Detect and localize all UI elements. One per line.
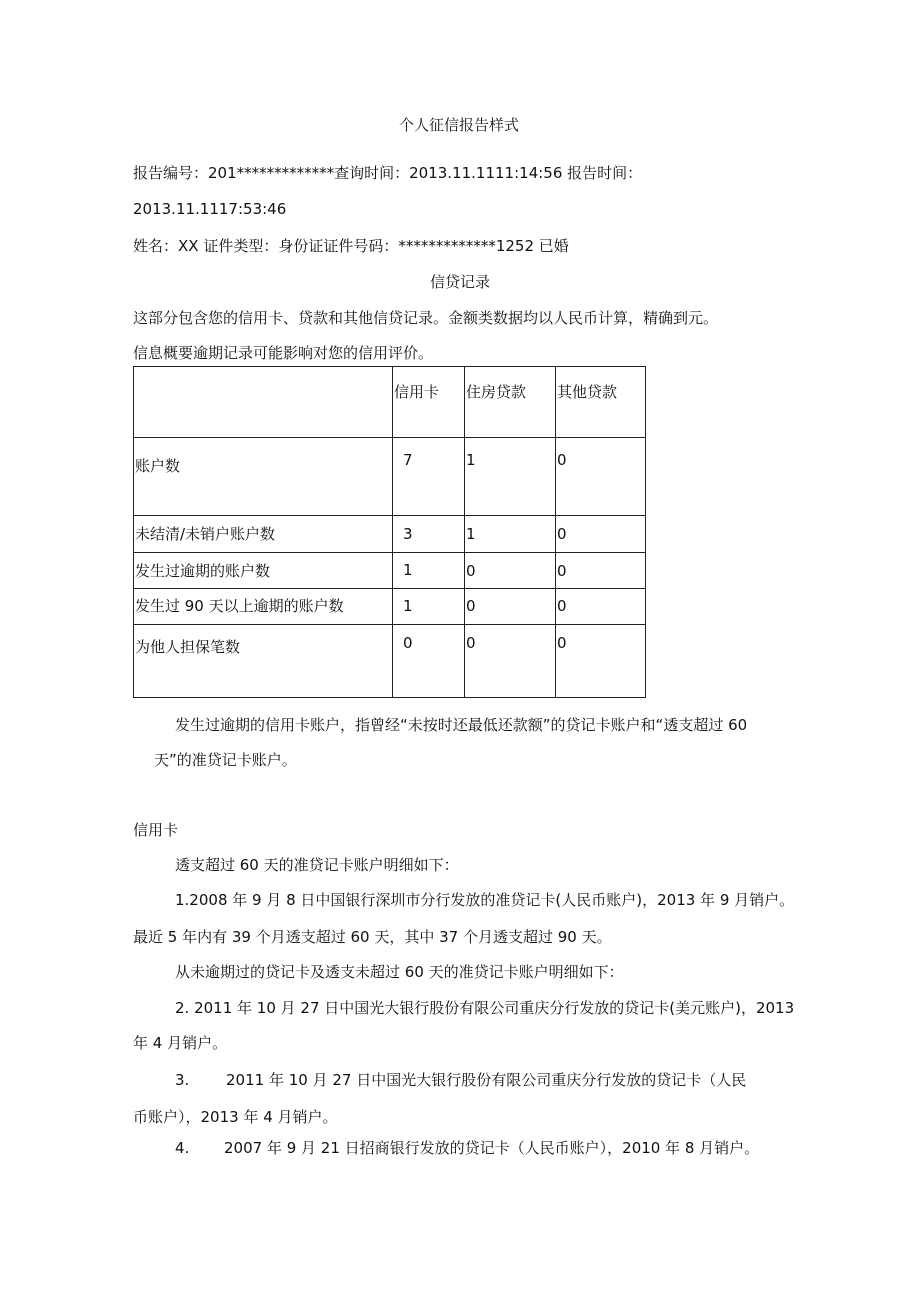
- document-title: 个人征信报告样式: [399, 116, 520, 134]
- table-cell: 1: [393, 589, 465, 625]
- table-cell: 0: [465, 589, 556, 625]
- table-row: [134, 553, 646, 589]
- table-row: [134, 516, 646, 553]
- item-2-line-2: 年 4 月销户。: [133, 1034, 228, 1052]
- overview-text: 信息概要逾期记录可能影响对您的信用评价。: [133, 344, 434, 362]
- table-row: [134, 589, 646, 625]
- item-1-line-2: 最近 5 年内有 39 个月透支超过 60 天，其中 37 个月透支超过 90 天。: [133, 928, 612, 946]
- item-3-number: 3.: [175, 1071, 190, 1089]
- table-header-row: [134, 367, 646, 438]
- normal-heading: 从未逾期过的贷记卡及透支未超过 60 天的准贷记卡账户明细如下：: [175, 963, 624, 981]
- intro-text: 这部分包含您的信用卡、贷款和其他信贷记录。金额类数据均以人民币计算，精确到元。: [133, 309, 719, 327]
- table-cell: 0: [556, 553, 646, 589]
- table-cell: 7: [393, 438, 465, 516]
- item-2-line-1: 2. 2011 年 10 月 27 日中国光大银行股份有限公司重庆分行发放的贷记卡(美元账户)，2013: [175, 999, 795, 1017]
- table-row: [134, 438, 646, 516]
- overdraft-heading: 透支超过 60 天的准贷记卡账户明细如下：: [175, 856, 459, 874]
- table-cell: 0: [556, 516, 646, 553]
- item-1-line-1: 1.2008 年 9 月 8 日中国银行深圳市分行发放的准贷记卡(人民币账户)，2013 年 9 月销户。: [175, 891, 795, 909]
- table-header-cell: 住房贷款: [465, 367, 556, 438]
- table-cell: 0: [556, 438, 646, 516]
- table-cell: 0: [465, 553, 556, 589]
- table-header-cell: [134, 367, 393, 438]
- table-cell: 0: [465, 625, 556, 698]
- table-cell-label: 发生过 90 天以上逾期的账户数: [134, 589, 393, 625]
- report-time-line: 2013.11.1117:53:46: [133, 200, 287, 218]
- report-info-line: 报告编号：201*************查询时间：2013.11.1111:14:56 报告时间：: [133, 164, 643, 182]
- item-4-line-1: 2007 年 9 月 21 日招商银行发放的贷记卡（人民币账户），2010 年 8 月销户。: [224, 1139, 760, 1157]
- table-cell-label: 未结清/未销户账户数: [134, 516, 393, 553]
- table-cell-label: 发生过逾期的账户数: [134, 553, 393, 589]
- note-line-2: 天”的准贷记卡账户。: [154, 751, 297, 769]
- item-3-line-1: 2011 年 10 月 27 日中国光大银行股份有限公司重庆分行发放的贷记卡（人民: [226, 1071, 747, 1089]
- item-3-line-2: 币账户），2013 年 4 月销户。: [133, 1108, 338, 1126]
- table-cell: 0: [393, 625, 465, 698]
- table-cell: 0: [556, 589, 646, 625]
- identity-line: 姓名：XX 证件类型：身份证证件号码：*************1252 已婚: [133, 237, 569, 255]
- table-cell: 1: [465, 516, 556, 553]
- table-cell: 1: [465, 438, 556, 516]
- table-header-cell: 信用卡: [393, 367, 465, 438]
- item-4-number: 4.: [175, 1139, 190, 1157]
- table-cell: 3: [393, 516, 465, 553]
- table-cell: 0: [556, 625, 646, 698]
- table-header-cell: 其他贷款: [556, 367, 646, 438]
- table-cell-label: 为他人担保笔数: [134, 625, 393, 698]
- table-row: [134, 625, 646, 698]
- section-title: 信贷记录: [430, 273, 491, 291]
- table-cell-label: 账户数: [134, 438, 393, 516]
- table-cell: 1: [393, 553, 465, 589]
- summary-table: [133, 366, 646, 698]
- credit-card-heading: 信用卡: [133, 821, 179, 839]
- note-line-1: 发生过逾期的信用卡账户，指曾经“未按时还最低还款额”的贷记卡账户和“透支超过 60: [175, 716, 748, 734]
